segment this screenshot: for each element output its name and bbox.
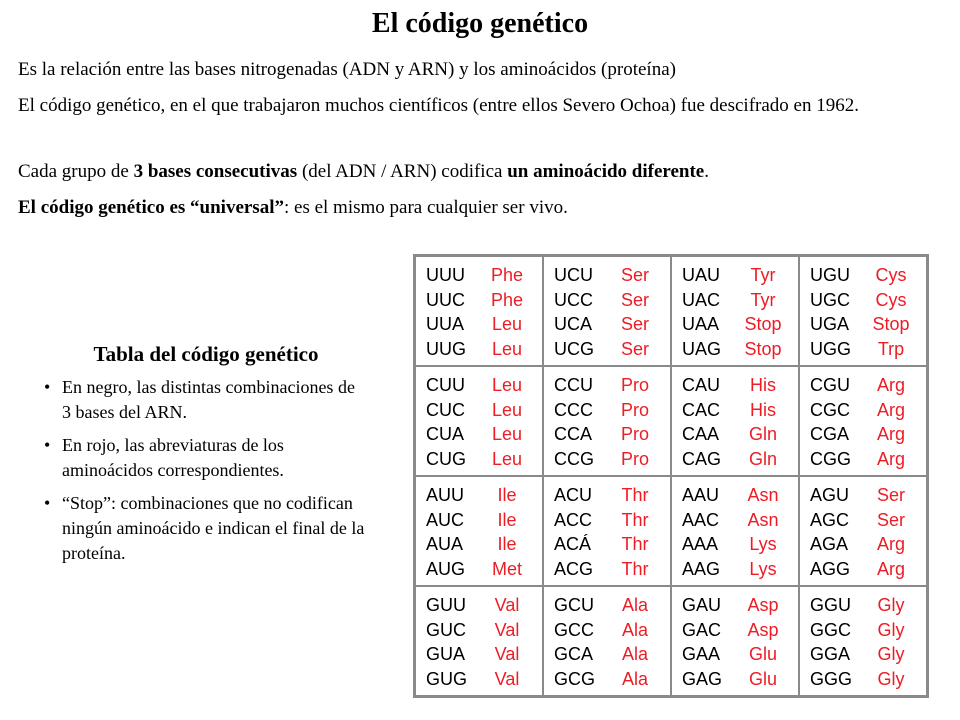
amino-acid: Phe bbox=[490, 289, 524, 310]
codon: UGG bbox=[810, 338, 852, 359]
codon-cell bbox=[798, 585, 928, 697]
amino-acid: Thr bbox=[621, 509, 649, 530]
codon-row bbox=[682, 447, 790, 472]
codon: UCG bbox=[554, 338, 594, 359]
codon-row bbox=[554, 337, 662, 362]
codon-row bbox=[554, 373, 662, 398]
codon-grid bbox=[415, 256, 927, 696]
amino-acid: Pro bbox=[620, 375, 649, 395]
amino-acid: Tyr bbox=[750, 265, 776, 285]
amino-acid: Pro bbox=[620, 424, 649, 444]
codon-row bbox=[682, 532, 790, 557]
codon-cell bbox=[542, 255, 672, 367]
codon: GUC bbox=[426, 619, 466, 640]
codon: CUA bbox=[426, 424, 465, 444]
codon: UUU bbox=[426, 265, 465, 285]
legend-item-text: “Stop”: combinaciones que no codifican ningún aminoácido e indican el final de la proteína. bbox=[62, 493, 365, 563]
codon-row bbox=[554, 312, 662, 337]
codon-row bbox=[682, 483, 790, 508]
amino-acid: Ser bbox=[620, 289, 649, 310]
codon-row bbox=[426, 642, 534, 667]
amino-acid: Val bbox=[494, 595, 520, 615]
codon-row bbox=[682, 312, 790, 337]
amino-acid: Asn bbox=[747, 485, 779, 505]
legend-item-stop bbox=[36, 491, 366, 566]
amino-acid: Leu bbox=[491, 314, 523, 334]
codon: CUC bbox=[426, 399, 465, 420]
amino-acid: Met bbox=[491, 558, 522, 579]
amino-acid: Stop bbox=[744, 338, 782, 359]
codon: AUA bbox=[426, 534, 464, 554]
codon: UGC bbox=[810, 289, 850, 310]
codon: AAC bbox=[682, 509, 720, 530]
codon-row bbox=[426, 263, 534, 288]
codon-cell bbox=[414, 585, 544, 697]
codon: UCA bbox=[554, 314, 593, 334]
codon-row bbox=[810, 398, 918, 423]
amino-acid: Lys bbox=[749, 534, 777, 554]
amino-acid: Thr bbox=[621, 485, 649, 505]
universal-text: : es el mismo para cualquier ser vivo. bbox=[283, 197, 568, 218]
codon: GGU bbox=[810, 595, 852, 615]
bullet-icon: • bbox=[44, 377, 51, 397]
amino-acid: Pro bbox=[620, 448, 649, 469]
codon-row bbox=[810, 447, 918, 472]
amino-acid: Phe bbox=[490, 265, 524, 285]
triplet-text-2: (del ADN / ARN) codifica bbox=[297, 161, 508, 182]
codon: GCU bbox=[554, 595, 594, 615]
amino-acid: Glu bbox=[748, 644, 777, 664]
codon-row bbox=[554, 398, 662, 423]
codon-cell bbox=[798, 475, 928, 587]
codon-row bbox=[554, 508, 662, 533]
codon: GUG bbox=[426, 668, 468, 689]
codon-cell bbox=[542, 585, 672, 697]
codon: UCU bbox=[554, 265, 593, 285]
legend-item-red bbox=[36, 433, 366, 483]
amino-acid: Leu bbox=[491, 424, 523, 444]
codon-row bbox=[554, 667, 662, 692]
codon-row bbox=[554, 618, 662, 643]
codon-cell bbox=[798, 255, 928, 367]
codon-cell bbox=[414, 475, 544, 587]
codon: GAA bbox=[682, 644, 721, 664]
amino-acid: Arg bbox=[876, 534, 905, 554]
codon-row bbox=[426, 508, 534, 533]
page-title: El código genético bbox=[371, 8, 589, 39]
amino-acid: Ser bbox=[876, 485, 905, 505]
codon: AAA bbox=[682, 534, 719, 554]
amino-acid: Arg bbox=[876, 375, 905, 395]
codon: AUU bbox=[426, 485, 465, 505]
codon-row bbox=[554, 288, 662, 313]
triplet-text-3: . bbox=[704, 161, 709, 182]
bullet-icon: • bbox=[44, 435, 51, 455]
amino-acid: Gly bbox=[877, 619, 905, 640]
codon-row bbox=[426, 373, 534, 398]
codon: CUU bbox=[426, 375, 465, 395]
codon-row bbox=[810, 422, 918, 447]
codon-row bbox=[810, 508, 918, 533]
codon-row bbox=[554, 263, 662, 288]
amino-acid: Ile bbox=[497, 485, 517, 505]
codon: AGA bbox=[810, 534, 849, 554]
codon-row bbox=[810, 557, 918, 582]
amino-acid: Gln bbox=[748, 448, 777, 469]
codon-cell bbox=[670, 475, 800, 587]
codon: ACU bbox=[554, 485, 593, 505]
intro-paragraph-definition: Es la relación entre las bases nitrogenadas (ADN y ARN) y los aminoácidos (proteína) bbox=[18, 59, 676, 80]
codon: CAC bbox=[682, 399, 721, 420]
amino-acid: Arg bbox=[876, 448, 905, 469]
codon-row bbox=[810, 263, 918, 288]
codon: UCC bbox=[554, 289, 593, 310]
codon-row bbox=[810, 532, 918, 557]
amino-acid: Ala bbox=[621, 619, 648, 640]
codon-row bbox=[810, 312, 918, 337]
codon-row bbox=[682, 288, 790, 313]
codon: GUA bbox=[426, 644, 466, 664]
amino-acid: Arg bbox=[876, 558, 905, 579]
amino-acid: Asn bbox=[747, 509, 779, 530]
amino-acid: Ser bbox=[620, 314, 649, 334]
codon: AGG bbox=[810, 558, 851, 579]
amino-acid: Stop bbox=[744, 314, 782, 334]
codon-cell bbox=[670, 585, 800, 697]
codon-row bbox=[426, 447, 534, 472]
amino-acid: Ser bbox=[620, 265, 649, 285]
codon: UAU bbox=[682, 265, 721, 285]
amino-acid: Tyr bbox=[750, 289, 776, 310]
intro-paragraph-triplets bbox=[18, 158, 938, 186]
triplet-text-bold-2: un aminoácido diferente bbox=[507, 161, 705, 182]
codon-row bbox=[554, 422, 662, 447]
amino-acid: Ala bbox=[621, 668, 648, 689]
codon-row bbox=[554, 447, 662, 472]
codon-row bbox=[554, 557, 662, 582]
codon: CGA bbox=[810, 424, 850, 444]
codon-row bbox=[810, 667, 918, 692]
amino-acid: Arg bbox=[876, 424, 905, 444]
amino-acid: Gly bbox=[877, 668, 905, 689]
codon: ACÁ bbox=[554, 534, 592, 554]
amino-acid: Ile bbox=[497, 534, 517, 554]
amino-acid: Asp bbox=[747, 595, 779, 615]
amino-acid: Cys bbox=[875, 289, 907, 310]
amino-acid: Leu bbox=[491, 399, 523, 420]
amino-acid: Asp bbox=[747, 619, 779, 640]
legend-list bbox=[36, 375, 366, 566]
codon-row bbox=[426, 593, 534, 618]
codon: UUA bbox=[426, 314, 465, 334]
codon: GGG bbox=[810, 668, 853, 689]
codon: CAA bbox=[682, 424, 720, 444]
intro-paragraph-universal bbox=[18, 194, 938, 222]
codon: AGU bbox=[810, 485, 850, 505]
codon-row bbox=[810, 373, 918, 398]
codon: UUG bbox=[426, 338, 466, 359]
codon: UGA bbox=[810, 314, 850, 334]
codon: AUC bbox=[426, 509, 465, 530]
bullet-icon: • bbox=[44, 493, 51, 513]
codon: UAA bbox=[682, 314, 720, 334]
codon-cell bbox=[798, 365, 928, 477]
codon: GUU bbox=[426, 595, 466, 615]
amino-acid: Lys bbox=[749, 558, 777, 579]
codon-row bbox=[426, 312, 534, 337]
codon: GCA bbox=[554, 644, 594, 664]
codon-cell bbox=[542, 365, 672, 477]
codon-row bbox=[810, 642, 918, 667]
amino-acid: Ala bbox=[621, 595, 648, 615]
amino-acid: Glu bbox=[748, 668, 777, 689]
codon-row bbox=[426, 557, 534, 582]
genetic-code-table bbox=[413, 254, 929, 698]
codon: UAC bbox=[682, 289, 721, 310]
codon-row bbox=[682, 557, 790, 582]
legend-item-text: En negro, las distintas combinaciones de 3 bases del ARN. bbox=[62, 377, 355, 422]
codon-row bbox=[426, 532, 534, 557]
codon: UUC bbox=[426, 289, 465, 310]
codon-row bbox=[810, 618, 918, 643]
codon-row bbox=[682, 263, 790, 288]
amino-acid: Leu bbox=[491, 338, 523, 359]
amino-acid: Gly bbox=[877, 595, 905, 615]
codon: CCU bbox=[554, 375, 593, 395]
codon: GCG bbox=[554, 668, 596, 689]
codon-row bbox=[682, 618, 790, 643]
codon: CAG bbox=[682, 448, 722, 469]
codon: AAU bbox=[682, 485, 720, 505]
universal-text-bold: El código genético es “universal” bbox=[18, 197, 284, 218]
legend-item-text: En rojo, las abreviaturas de los aminoácidos correspondientes. bbox=[62, 435, 284, 480]
codon: AUG bbox=[426, 558, 466, 579]
amino-acid: Ser bbox=[620, 338, 649, 359]
codon-row bbox=[682, 422, 790, 447]
codon: CCG bbox=[554, 448, 594, 469]
codon-row bbox=[426, 337, 534, 362]
codon: CGU bbox=[810, 375, 850, 395]
codon: ACG bbox=[554, 558, 594, 579]
codon: CCA bbox=[554, 424, 593, 444]
amino-acid: His bbox=[750, 399, 776, 420]
codon-cell bbox=[670, 255, 800, 367]
triplet-text-1: Cada grupo de bbox=[18, 161, 134, 182]
codon-row bbox=[682, 398, 790, 423]
intro-paragraph-history: El código genético, en el que trabajaron muchos científicos (entre ellos Severo Ochoa) fue descifrado en 1962. bbox=[18, 95, 859, 116]
triplet-text-bold-1: 3 bases consecutivas bbox=[133, 161, 298, 182]
codon-row bbox=[554, 593, 662, 618]
codon-row bbox=[426, 618, 534, 643]
codon-row bbox=[682, 373, 790, 398]
amino-acid: Ile bbox=[497, 509, 517, 530]
amino-acid: Cys bbox=[875, 265, 907, 285]
codon-row bbox=[682, 593, 790, 618]
codon-cell bbox=[542, 475, 672, 587]
codon: GCC bbox=[554, 619, 594, 640]
codon-row bbox=[810, 593, 918, 618]
amino-acid: Val bbox=[494, 644, 520, 664]
codon: UGU bbox=[810, 265, 850, 285]
codon: AAG bbox=[682, 558, 721, 579]
codon: GAU bbox=[682, 595, 722, 615]
codon-row bbox=[682, 642, 790, 667]
amino-acid: Ala bbox=[621, 644, 648, 664]
amino-acid: Leu bbox=[491, 448, 523, 469]
codon: GGA bbox=[810, 644, 851, 664]
codon-row bbox=[426, 667, 534, 692]
codon: CAU bbox=[682, 375, 721, 395]
codon: GAC bbox=[682, 619, 722, 640]
codon-row bbox=[554, 483, 662, 508]
amino-acid: Thr bbox=[621, 534, 649, 554]
codon-row bbox=[426, 422, 534, 447]
codon-row bbox=[682, 508, 790, 533]
codon: GAG bbox=[682, 668, 723, 689]
codon-row bbox=[810, 288, 918, 313]
codon-cell bbox=[414, 365, 544, 477]
amino-acid: Val bbox=[494, 668, 520, 689]
codon-cell bbox=[670, 365, 800, 477]
codon-row bbox=[682, 667, 790, 692]
codon-row bbox=[554, 642, 662, 667]
codon-row bbox=[426, 288, 534, 313]
codon-row bbox=[554, 532, 662, 557]
amino-acid: Thr bbox=[621, 558, 649, 579]
codon: CGC bbox=[810, 399, 850, 420]
amino-acid: Ser bbox=[876, 509, 905, 530]
amino-acid: Arg bbox=[876, 399, 905, 420]
amino-acid: Val bbox=[494, 619, 520, 640]
codon: UAG bbox=[682, 338, 722, 359]
codon-row bbox=[426, 483, 534, 508]
amino-acid: Stop bbox=[872, 314, 910, 334]
codon-row bbox=[682, 337, 790, 362]
amino-acid: Gln bbox=[748, 424, 777, 444]
codon: ACC bbox=[554, 509, 593, 530]
amino-acid: Trp bbox=[877, 338, 905, 359]
codon-cell bbox=[414, 255, 544, 367]
codon: CCC bbox=[554, 399, 593, 420]
codon-row bbox=[810, 483, 918, 508]
legend-item-black bbox=[36, 375, 366, 425]
amino-acid: Gly bbox=[877, 644, 905, 664]
codon-row bbox=[426, 398, 534, 423]
codon: GGC bbox=[810, 619, 852, 640]
table-legend bbox=[36, 342, 366, 574]
codon: CUG bbox=[426, 448, 466, 469]
legend-title: Tabla del código genético bbox=[93, 342, 319, 366]
codon: CGG bbox=[810, 448, 852, 469]
codon-row bbox=[810, 337, 918, 362]
amino-acid: His bbox=[750, 375, 776, 395]
amino-acid: Pro bbox=[620, 399, 649, 420]
amino-acid: Leu bbox=[491, 375, 523, 395]
codon: AGC bbox=[810, 509, 850, 530]
